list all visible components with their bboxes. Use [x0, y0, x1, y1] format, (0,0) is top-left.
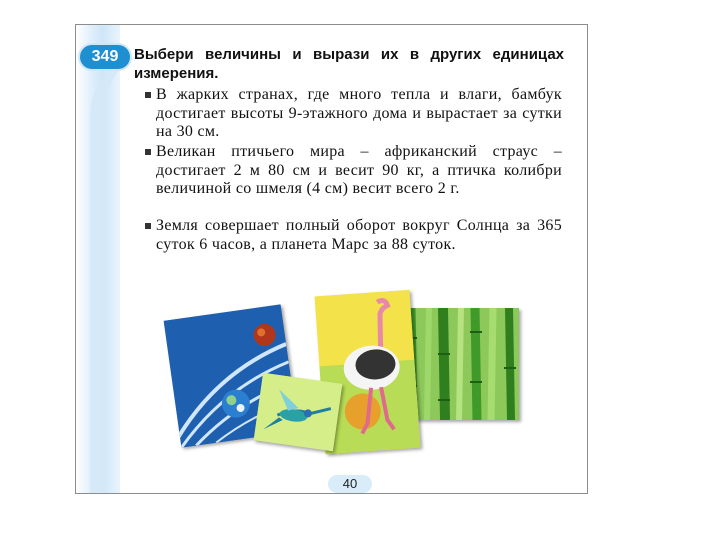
list-item-text: Великан птичьего мира – африканский страус – достигает 2 м 80 см и весит 90 кг, а птичка колибри величиной со шмеля (4 см) весит всего 2 г. [156, 143, 562, 197]
bamboo-icon [403, 308, 519, 420]
hummingbird-illustration [254, 373, 343, 451]
bullet-icon [145, 149, 151, 155]
margin-curve [90, 55, 164, 494]
list-item [156, 143, 562, 199]
textbook-page [75, 24, 588, 494]
list-item-text: В жарких странах, где много тепла и влаги, бамбук достигает высоты 9-этажного дома и вырастает за сутки на 30 см. [156, 86, 562, 140]
bullet-icon [145, 223, 151, 229]
hummingbird-icon [254, 373, 343, 451]
page-number: 40 [342, 476, 358, 491]
list-item-text: Земля совершает полный оборот вокруг Солнца за 365 суток 6 часов, а планета Марс за 88 суток. [156, 217, 562, 253]
list-item [156, 86, 562, 142]
task-number-badge: 349 [80, 45, 130, 69]
page-number-pill [328, 475, 372, 493]
task-title: Выбери величины и вырази их в других единицах измерения. [134, 46, 564, 82]
list-item [156, 217, 562, 254]
bamboo-illustration [403, 308, 519, 420]
bullet-icon [145, 92, 151, 98]
